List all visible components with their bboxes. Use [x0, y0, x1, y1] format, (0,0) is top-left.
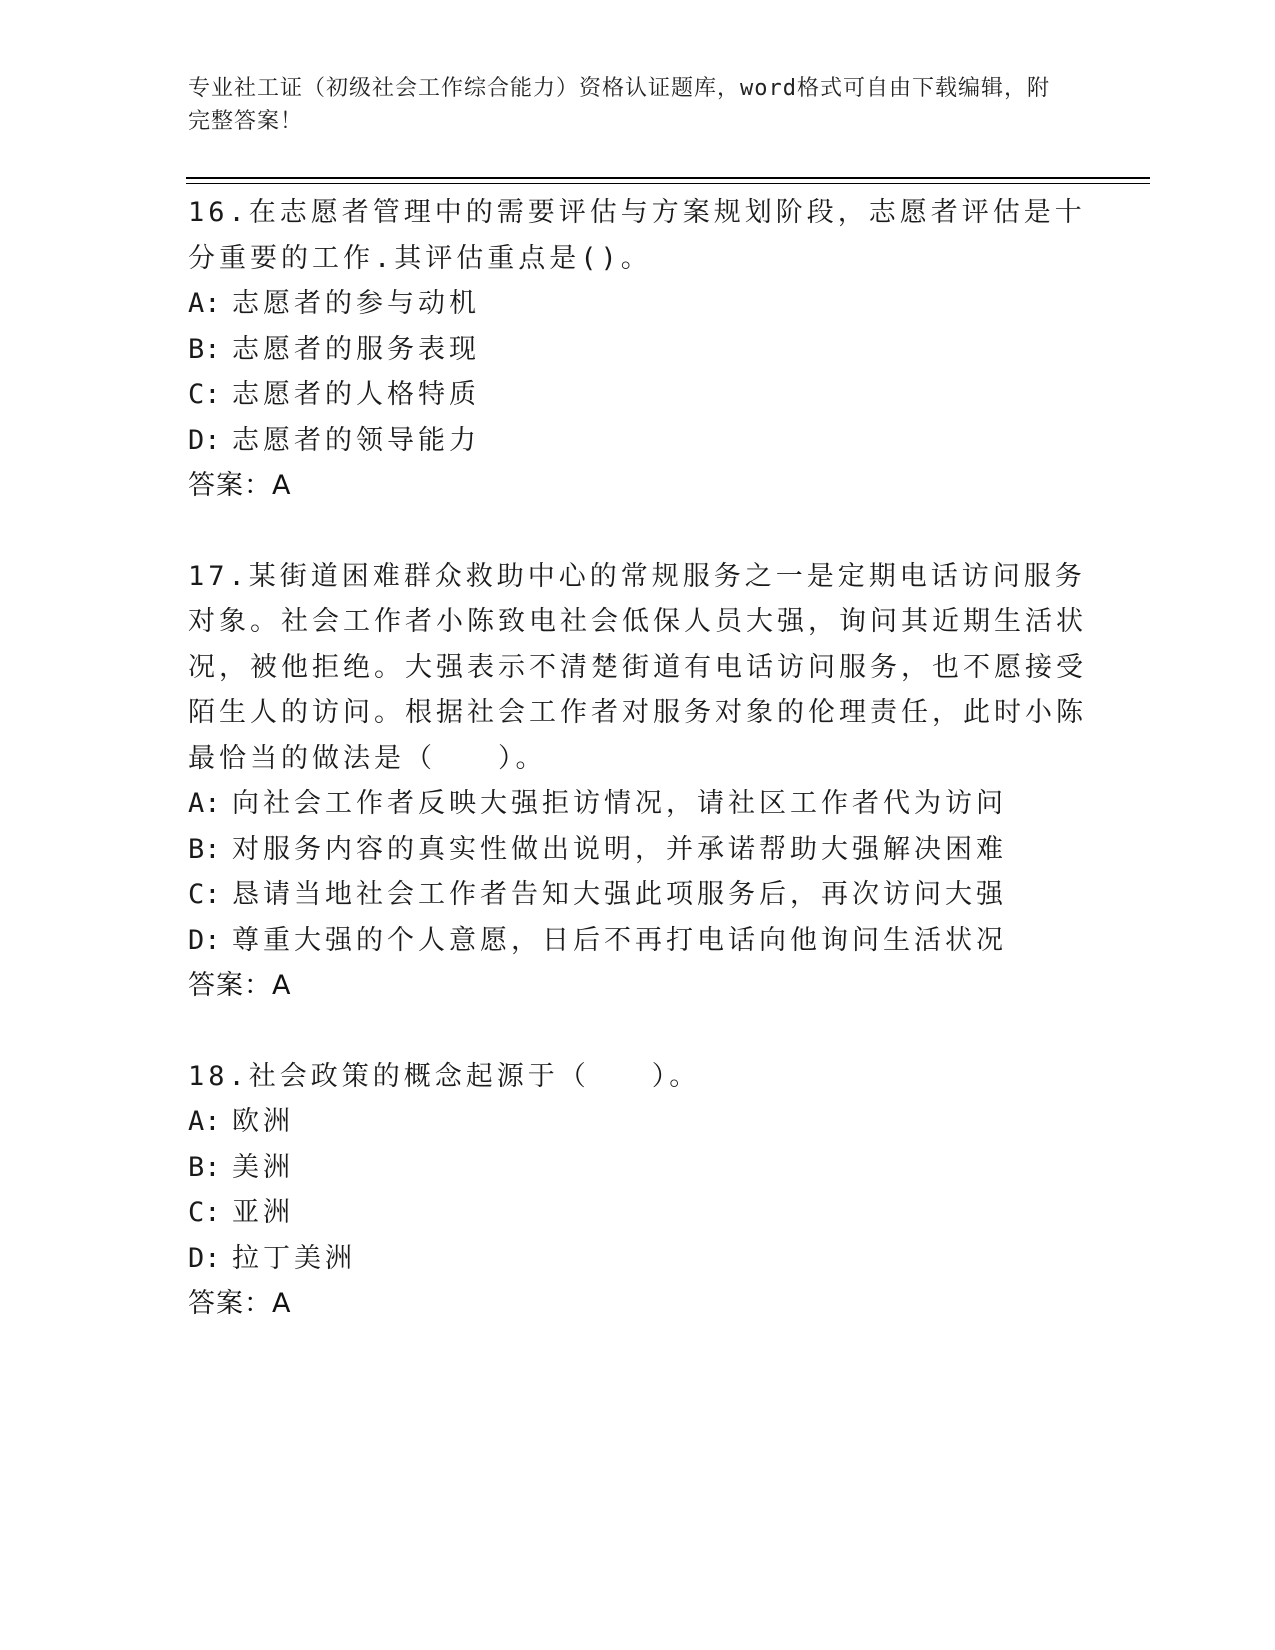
question-list	[188, 190, 1088, 1327]
option-letter: D:	[188, 924, 221, 956]
option-a	[188, 281, 1088, 327]
option-letter: A:	[188, 288, 221, 319]
option-letter: D:	[188, 1242, 221, 1274]
option-text: 拉丁美洲	[232, 1242, 356, 1274]
option-text: 志愿者的服务表现	[232, 333, 480, 365]
header-rule-thick	[186, 177, 1150, 179]
option-text: 对服务内容的真实性做出说明，并承诺帮助大强解决困难	[232, 833, 1007, 865]
option-text: 恳请当地社会工作者告知大强此项服务后，再次访问大强	[232, 879, 1007, 910]
question-16	[188, 190, 1088, 509]
option-text: 亚洲	[232, 1197, 294, 1228]
option-a	[188, 781, 1088, 827]
option-c	[188, 1190, 1088, 1236]
option-d	[188, 918, 1088, 964]
answer-line: 答案：A	[188, 470, 292, 501]
question-18	[188, 1054, 1088, 1327]
option-text: 志愿者的人格特质	[232, 379, 480, 410]
option-text: 志愿者的参与动机	[232, 288, 480, 319]
option-letter: A:	[188, 788, 221, 819]
option-text: 欧洲	[232, 1106, 294, 1137]
question-17	[188, 554, 1088, 1009]
option-b	[188, 1145, 1088, 1191]
option-letter: C:	[188, 879, 221, 910]
option-d	[188, 418, 1088, 464]
question-stem: 18.社会政策的概念起源于（ ）。	[188, 1060, 701, 1092]
answer-line: 答案：A	[188, 1288, 292, 1319]
option-text: 美洲	[232, 1151, 294, 1183]
option-b	[188, 827, 1088, 873]
option-letter: B:	[188, 1151, 221, 1183]
option-letter: B:	[188, 333, 221, 365]
option-a	[188, 1099, 1088, 1145]
answer-line: 答案：A	[188, 970, 292, 1001]
option-letter: D:	[188, 424, 221, 456]
option-c	[188, 872, 1088, 918]
option-letter: B:	[188, 833, 221, 865]
option-c	[188, 372, 1088, 418]
option-text: 志愿者的领导能力	[232, 424, 480, 456]
question-spacer	[188, 1009, 1088, 1054]
header-rule-thin	[186, 183, 1150, 184]
document-header: 专业社工证（初级社会工作综合能力）资格认证题库，word格式可自由下载编辑，附完整答案！	[188, 76, 1050, 134]
option-text: 向社会工作者反映大强拒访情况，请社区工作者代为访问	[232, 788, 1007, 819]
option-text: 尊重大强的个人意愿，日后不再打电话向他询问生活状况	[232, 924, 1007, 956]
option-letter: A:	[188, 1106, 221, 1137]
question-stem: 17.某街道困难群众救助中心的常规服务之一是定期电话访问服务对象。社会工作者小陈致电社会低保人员大强，询问其近期生活状况，被他拒绝。大强表示不清楚街道有电话访问服务，也不愿接受陌生人的访问。根据社会工作者对服务对象的伦理责任，此时小陈最恰当的做法是（ ）。	[188, 560, 1087, 774]
question-spacer	[188, 509, 1088, 554]
option-b	[188, 327, 1088, 373]
option-letter: C:	[188, 379, 221, 410]
question-stem: 16.在志愿者管理中的需要评估与方案规划阶段，志愿者评估是十分重要的工作.其评估重点是()。	[188, 197, 1086, 274]
option-d	[188, 1236, 1088, 1282]
option-letter: C:	[188, 1197, 221, 1228]
